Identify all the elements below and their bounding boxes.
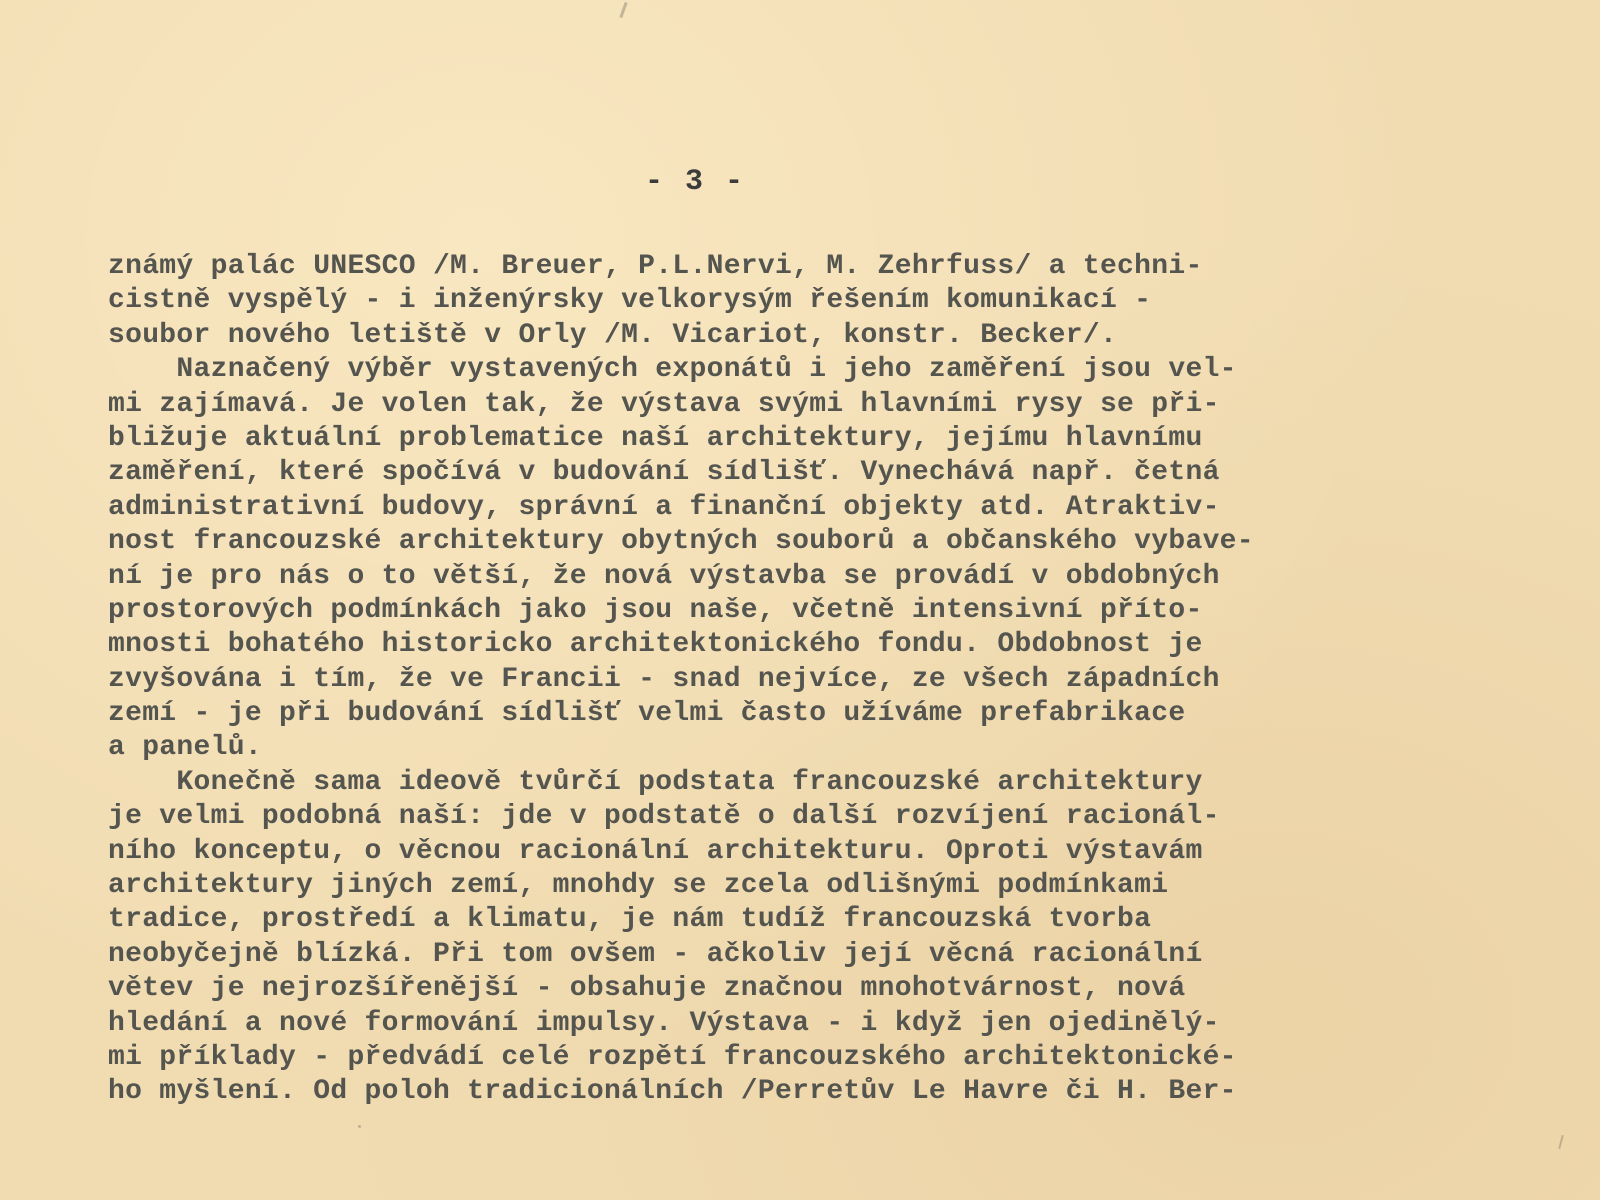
text-line: známý palác UNESCO /M. Breuer, P.L.Nervi, M. Zehrfuss/ a techni-: [108, 251, 1203, 282]
text-line: Konečně sama ideově tvůrčí podstata francouzské architektury: [108, 766, 1203, 798]
text-line: zvyšována i tím, že ve Francii - snad nejvíce, ze všech západních: [108, 663, 1220, 695]
text-line: bližuje aktuální problematice naší architektury, jejímu hlavnímu: [108, 422, 1203, 454]
paper-speck: [358, 1125, 361, 1128]
text-line: mi zajímavá. Je volen tak, že výstava svými hlavními rysy se při-: [108, 388, 1220, 420]
text-line: a panelů.: [108, 732, 262, 764]
page-number: - 3 -: [644, 165, 745, 199]
text-line: ho myšlení. Od poloh tradicionálních /Perretův Le Havre či H. Ber-: [108, 1076, 1237, 1108]
text-line: Naznačený výběr vystavených exponátů i jeho zaměření jsou vel-: [108, 354, 1237, 386]
text-line: soubor nového letiště v Orly /M. Vicariot, konstr. Becker/.: [108, 319, 1118, 351]
text-line: architektury jiných zemí, mnohdy se zcela odlišnými podmínkami: [108, 870, 1169, 902]
text-line: ní je pro nás o to větší, že nová výstavba se provádí v obdobných: [108, 560, 1220, 592]
text-line: zaměření, které spočívá v budování sídlišť. Vynechává např. četná: [108, 457, 1220, 489]
text-line: mi příklady - předvádí celé rozpětí francouzského architektonické-: [108, 1041, 1237, 1073]
paper-speck: [619, 2, 627, 18]
text-line: mnosti bohatého historicko architektonického fondu. Obdobnost je: [108, 629, 1203, 661]
text-line: nost francouzské architektury obytných souborů a občanského vybave-: [108, 526, 1254, 558]
text-line: administrativní budovy, správní a finanční objekty atd. Atraktiv-: [108, 491, 1220, 523]
text-line: zemí - je při budování sídlišť velmi často užíváme prefabrikace: [108, 698, 1186, 730]
text-line: je velmi podobná naší: jde v podstatě o další rozvíjení racionál-: [108, 801, 1220, 833]
text-line: tradice, prostředí a klimatu, je nám tudíž francouzská tvorba: [108, 904, 1152, 936]
text-line: cistně vyspělý - i inženýrsky velkorysým řešením komunikací -: [108, 285, 1152, 317]
text-line: prostorových podmínkách jako jsou naše, včetně intensivní příto-: [108, 594, 1203, 626]
document-body: [108, 250, 1568, 1110]
text-line: hledání a nové formování impulsy. Výstava - i když jen ojedinělý-: [108, 1007, 1220, 1039]
text-line: neobyčejně blízká. Při tom ovšem - ačkoliv její věcná racionální: [108, 938, 1203, 970]
paper-speck: [1558, 1135, 1564, 1149]
text-line: ního konceptu, o věcnou racionální architekturu. Oproti výstavám: [108, 835, 1203, 867]
text-line: větev je nejrozšířenější - obsahuje značnou mnohotvárnost, nová: [108, 973, 1186, 1005]
